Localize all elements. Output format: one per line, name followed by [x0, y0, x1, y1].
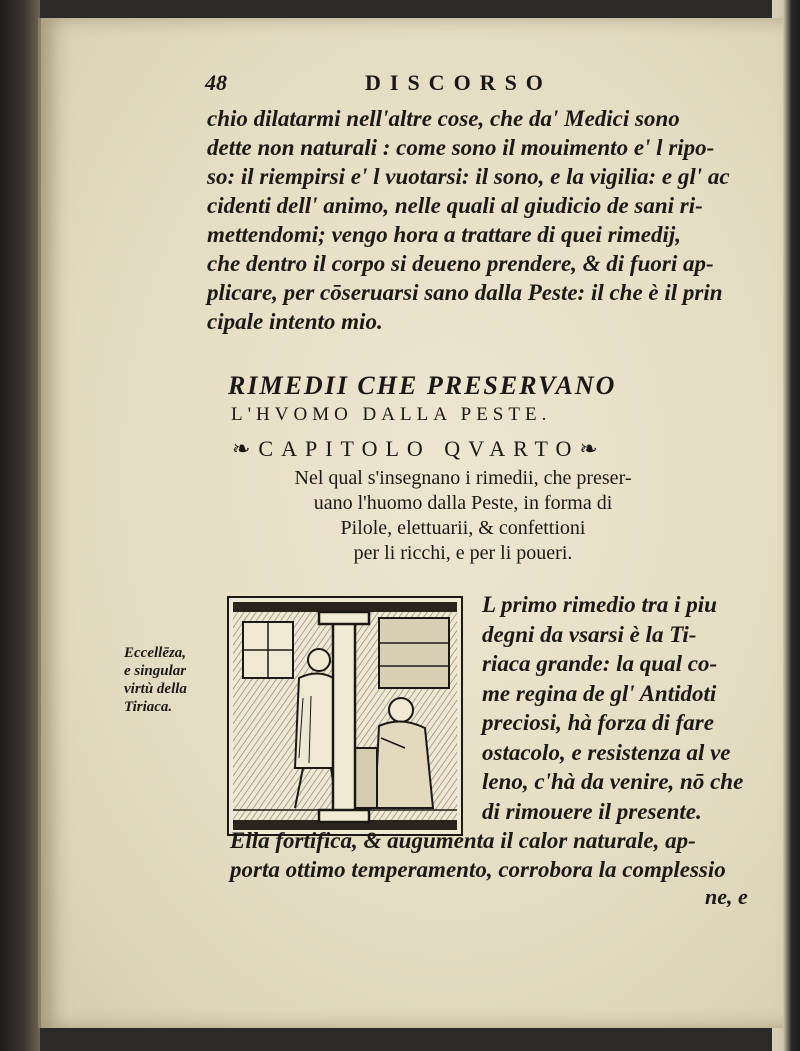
paragraph-2-line: degni da vsarsi è la Ti- [482, 621, 697, 647]
book-spine-shadow [0, 0, 40, 1051]
paragraph-2 [482, 590, 752, 826]
margin-note-line: Eccellēza, [124, 645, 187, 661]
paragraph-2-line: L primo rimedio tra i piu [482, 592, 717, 617]
paragraph-2-line: di rimouere il presente. [482, 798, 702, 824]
chapter-subtitle: L'HVOMO DALLA PESTE. [231, 404, 552, 425]
paragraph-2-line: preciosi, hà forza di fare [482, 710, 714, 735]
chapter-summary [253, 466, 673, 566]
paragraph-1-line: dette non naturali : come sono il mouimento e' l ripo- [207, 135, 715, 160]
running-title: DISCORSO [365, 70, 552, 95]
summary-line: Nel qual s'insegnano i rimedii, che preser- [294, 467, 632, 489]
summary-line: per li ricchi, e per li poueri. [353, 542, 573, 564]
catchword: ne, e [705, 884, 748, 909]
paragraph-1-line: che dentro il corpo si deueno prendere, & di fuori ap- [207, 251, 714, 276]
paragraph-1-line: mettendomi; vengo hora a trattare di quei rimedij, [207, 222, 682, 247]
paragraph-1-line: cipale intento mio. [207, 309, 383, 334]
paragraph-2-line: me regina de gl' Antidoti [482, 680, 717, 706]
summary-line: Pilole, elettuarii, & confettioni [340, 517, 586, 539]
paragraph-2-line: ostacolo, e resistenza al ve [482, 739, 731, 765]
paragraph-3-line: Ella fortifica, & augumenta il calor naturale, ap- [230, 828, 696, 853]
margin-note-line: virtù della [124, 681, 187, 697]
paragraph-1-line: chio dilatarmi nell'altre cose, che da' Medici sono [207, 106, 680, 131]
page-number: 48 [205, 70, 227, 95]
paragraph-3 [230, 826, 750, 884]
margin-note [124, 644, 224, 716]
woodcut-initial [227, 596, 463, 836]
paragraph-1-line: so: il riempirsi e' l vuotarsi: il sono, e la vigilia: e gl' ac [207, 164, 730, 189]
paragraph-1 [207, 104, 747, 336]
summary-line: uano l'huomo dalla Peste, in forma di [313, 492, 613, 514]
woodcut-initial-icon [229, 598, 461, 834]
chapter-title: RIMEDII CHE PRESERVANO [228, 371, 617, 400]
paragraph-3-line: porta ottimo temperamento, corrobora la complessio [230, 857, 726, 882]
page-header [205, 70, 685, 100]
paragraph-2-line: leno, c'hà da venire, nō che [482, 769, 744, 794]
paragraph-1-line: plicare, per cōseruarsi sano dalla Peste: il che è il prin [207, 280, 723, 305]
chapter-label: ❧CAPITOLO QVARTO❧ [232, 436, 606, 461]
paragraph-1-line: cidenti dell' animo, nelle quali al giudicio de sani ri- [207, 193, 703, 218]
paragraph-2-line: riaca grande: la qual co- [482, 651, 718, 676]
margin-note-line: Tiriaca. [124, 699, 173, 715]
margin-note-line: e singular [124, 663, 187, 679]
